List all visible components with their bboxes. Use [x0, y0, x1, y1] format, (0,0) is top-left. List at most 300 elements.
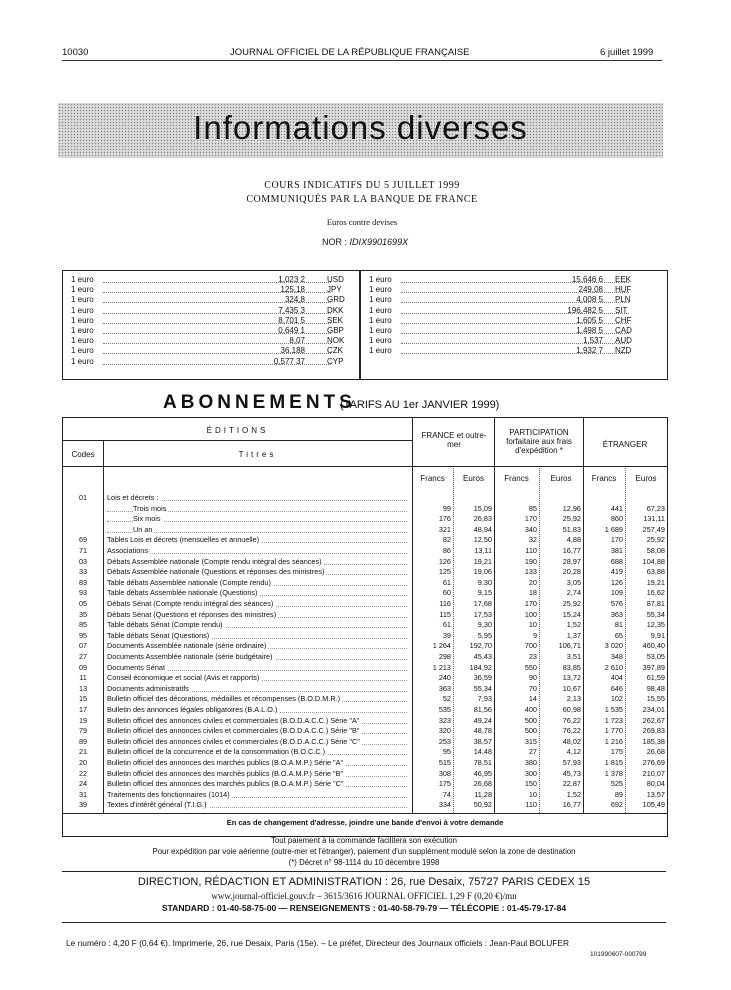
- row-title: Associations: [107, 546, 148, 555]
- table-row: [63, 801, 667, 810]
- abonnements-subtitle: (TARIFS AU 1er JANVIER 1999): [340, 399, 500, 411]
- rate-currency: HUF: [615, 285, 632, 295]
- row-value: 184,92: [469, 662, 492, 672]
- row-value: 334: [438, 800, 451, 810]
- rate-row: [63, 346, 359, 356]
- direction-title: DIRECTION, RÉDACTION ET ADMINISTRATION : 26, rue Desaix, 75727 PARIS CEDEX 15: [137, 876, 591, 888]
- table-row: [63, 611, 667, 620]
- row-value: 116: [439, 599, 451, 608]
- rate-label: 1 euro: [71, 346, 94, 356]
- row-value: 57,93: [562, 758, 581, 767]
- row-value: 150: [524, 779, 537, 789]
- table-row: [63, 642, 667, 651]
- row-value: 7,93: [477, 694, 492, 704]
- row-value: 126: [610, 577, 623, 587]
- row-code: 13: [78, 683, 88, 693]
- row-value: 441: [610, 503, 623, 513]
- row-value: 1 723: [604, 715, 623, 725]
- row-code: 93: [78, 588, 88, 598]
- rate-row: [361, 285, 667, 295]
- row-code: 22: [78, 768, 88, 778]
- row-value: 400: [524, 705, 537, 714]
- row-title: Textes d'intérêt général (T.I.G.): [107, 800, 207, 810]
- rate-value: 0,577 37: [273, 356, 305, 366]
- table-row: [63, 621, 667, 630]
- row-value: 500: [524, 715, 537, 725]
- row-value: 65: [614, 630, 623, 640]
- rates-left: [63, 275, 359, 379]
- row-value: 2 610: [604, 662, 623, 672]
- row-code: 05: [78, 599, 88, 608]
- row-value: 16,77: [562, 546, 581, 555]
- row-value: 106,71: [558, 641, 581, 651]
- row-value: 688: [610, 556, 623, 566]
- row-value: 3,51: [566, 652, 581, 661]
- row-value: 576: [610, 599, 623, 608]
- row-value: 27: [528, 747, 537, 757]
- row-value: 550: [524, 662, 537, 672]
- rate-currency: NZD: [615, 346, 632, 356]
- row-value: 19,21: [646, 577, 665, 587]
- row-value: 308: [438, 768, 451, 778]
- row-title: Conseil économique et social (Avis et rapports): [107, 673, 260, 683]
- table-row: [63, 568, 667, 577]
- row-value: 102: [610, 694, 623, 704]
- rate-row: [361, 306, 667, 316]
- header-euros: Euros: [635, 474, 657, 483]
- header-codes: Codes: [71, 450, 95, 459]
- row-value: 99: [442, 503, 451, 513]
- row-value: 515: [438, 758, 451, 767]
- table-row: [63, 727, 667, 736]
- row-value: 85: [528, 503, 537, 513]
- row-divider: [63, 466, 667, 467]
- rates-box: [62, 270, 668, 380]
- row-value: 39: [442, 630, 451, 640]
- row-value: 253: [438, 736, 451, 746]
- row-value: 646: [610, 683, 623, 693]
- row-value: 14: [528, 694, 537, 704]
- row-value: 210,07: [642, 768, 665, 778]
- rate-value: 4,008 5: [576, 295, 603, 305]
- row-value: 133: [524, 567, 537, 577]
- row-value: 48,02: [562, 736, 581, 746]
- row-value: 50,92: [473, 800, 492, 810]
- table-row: [63, 526, 667, 535]
- row-value: 190: [524, 556, 537, 566]
- row-value: 45,43: [473, 652, 492, 661]
- row-title: Bulletin officiel de la concurrence et de la consommation (B.O.C.C.): [107, 747, 326, 757]
- row-value: 90: [528, 673, 537, 683]
- row-value: 74: [442, 789, 451, 799]
- row-code: 20: [78, 758, 88, 767]
- header-editions: ÉDITIONS: [206, 426, 269, 435]
- rate-label: 1 euro: [369, 285, 392, 295]
- row-title: Documents Sénat: [107, 662, 166, 672]
- abonnements-title: ABONNEMENTS: [163, 392, 356, 413]
- row-title: Documents administratifs: [107, 683, 189, 693]
- row-value: 80,04: [646, 779, 665, 789]
- rate-currency: SEK: [327, 315, 344, 325]
- row-value: 257,49: [642, 524, 665, 534]
- row-value: 20: [528, 577, 537, 587]
- row-value: 18: [528, 588, 537, 598]
- header-titres: Titres: [238, 450, 277, 459]
- note-payment: Tout paiement à la commande facilitera son exécution: [271, 836, 457, 845]
- row-value: 17,68: [473, 599, 492, 608]
- note-air: Pour expédition par voie aérienne (outre-mer et l'étranger), paiement d'un supplément modulé selon la zone de destination: [152, 847, 576, 856]
- row-value: 86: [442, 546, 451, 555]
- direction-contacts: STANDARD : 01-40-58-75-00 — RENSEIGNEMENTS : 01-40-58-79-79 — TÉLÉCOPIE : 01-45-79-17-84: [161, 903, 567, 913]
- row-value: 269,83: [642, 726, 665, 736]
- row-value: 26,68: [473, 779, 492, 789]
- row-value: 83,85: [562, 662, 581, 672]
- row-title: Table débats Assemblée nationale (Questions): [107, 588, 258, 598]
- rate-currency: PLN: [615, 295, 631, 305]
- rate-value: 36,188: [280, 346, 305, 356]
- row-value: 63,88: [646, 567, 665, 577]
- row-value: 323: [438, 715, 451, 725]
- table-row: [63, 759, 667, 768]
- row-value: 98,48: [646, 683, 665, 693]
- cours-line3: Euros contre devises: [326, 217, 398, 227]
- table-row: [63, 505, 667, 514]
- rate-row: [63, 316, 359, 326]
- row-value: 32: [528, 535, 537, 545]
- row-title: Bulletin officiel des décorations, médailles et récompenses (B.O.D.M.R.): [107, 694, 341, 704]
- row-value: 10,67: [562, 683, 581, 693]
- rate-value: 1,498 5: [576, 326, 603, 335]
- row-title: Six mois: [133, 514, 161, 524]
- header-francs: Francs: [591, 474, 617, 483]
- row-divider: [63, 813, 667, 814]
- row-value: 1 216: [604, 736, 623, 746]
- row-value: 535: [438, 705, 451, 714]
- rate-value: 0,649 1: [278, 326, 305, 335]
- header-euros: Euros: [550, 474, 572, 483]
- rate-label: 1 euro: [369, 346, 392, 356]
- row-value: 860: [610, 514, 623, 524]
- rate-row: [63, 295, 359, 305]
- row-title: Documents Assemblée nationale (série ordinaire): [107, 641, 267, 651]
- row-title: Bulletin officiel des annonces civiles et commerciales (B.O.D.A.C.C.) Série "B": [107, 726, 360, 736]
- table-row: [63, 589, 667, 598]
- row-value: 9,91: [650, 630, 665, 640]
- row-value: 380: [524, 758, 537, 767]
- page-number: 10030: [62, 47, 89, 58]
- table-row: [63, 685, 667, 694]
- row-value: 10: [528, 620, 537, 630]
- row-value: 176: [438, 514, 451, 524]
- row-divider: [63, 440, 412, 441]
- table-row: [63, 494, 667, 503]
- rate-row: [63, 275, 359, 285]
- row-value: 12,96: [562, 503, 581, 513]
- row-value: 87,81: [646, 599, 665, 608]
- row-title: Débats Sénat (Compte rendu intégral des séances): [107, 599, 274, 608]
- row-code: 07: [78, 641, 88, 651]
- row-value: 19,06: [473, 567, 492, 577]
- row-value: 82: [442, 535, 451, 545]
- rate-row: [361, 295, 667, 305]
- row-value: 45,73: [562, 768, 581, 778]
- row-value: 175: [438, 779, 451, 789]
- row-value: 48,78: [473, 726, 492, 736]
- row-value: 320: [438, 726, 451, 736]
- row-value: 76,22: [562, 715, 581, 725]
- rate-currency: AUD: [615, 336, 632, 346]
- rate-currency: CYP: [327, 356, 344, 366]
- rate-row: [63, 306, 359, 316]
- row-code: 11: [79, 673, 87, 683]
- rate-label: 1 euro: [71, 326, 94, 335]
- row-code: 71: [78, 546, 88, 555]
- row-code: 79: [78, 726, 88, 736]
- row-value: 28,97: [562, 556, 581, 566]
- header-euros: Euros: [463, 474, 484, 483]
- row-value: 20,28: [562, 567, 581, 577]
- rate-currency: USD: [327, 275, 344, 284]
- row-code: 01: [78, 493, 88, 502]
- rate-label: 1 euro: [71, 305, 94, 315]
- rate-label: 1 euro: [369, 275, 392, 284]
- row-value: 19,21: [473, 556, 492, 566]
- row-value: 692: [610, 800, 623, 810]
- row-title: Tables Lois et décrets (mensuelles et annuelle): [107, 535, 260, 545]
- row-value: 170: [610, 535, 623, 545]
- rate-label: 1 euro: [71, 285, 94, 295]
- row-value: 70: [528, 683, 537, 693]
- row-value: 78,51: [473, 758, 492, 767]
- rate-value: 8,07: [289, 336, 305, 346]
- direction-web: www.journal-officiel.gouv.fr – 3615/3616 JOURNAL OFFICIEL 1,29 F (0,20 €)/mn: [211, 891, 517, 901]
- row-value: 397,89: [642, 662, 665, 672]
- table-row: [63, 717, 667, 726]
- rate-value: 125,18: [280, 285, 305, 295]
- row-value: 48,94: [473, 524, 492, 534]
- issue-date: 6 juillet 1999: [600, 47, 654, 58]
- row-value: 4,88: [566, 535, 581, 545]
- rate-value: 324,8: [284, 295, 305, 305]
- rate-row: [361, 316, 667, 326]
- row-code: 09: [78, 662, 88, 672]
- table-row: [63, 738, 667, 747]
- row-value: 1,52: [566, 620, 581, 630]
- row-value: 81,56: [473, 705, 492, 714]
- row-value: 9: [532, 630, 537, 640]
- row-value: 26,83: [473, 514, 492, 524]
- row-value: 321: [438, 524, 451, 534]
- row-value: 36,59: [473, 673, 492, 683]
- rate-label: 1 euro: [71, 275, 94, 284]
- rate-currency: GBP: [327, 326, 344, 335]
- row-value: 17,53: [473, 609, 492, 619]
- row-value: 16,77: [562, 800, 581, 810]
- row-value: 61,59: [646, 673, 665, 683]
- table-row: [63, 632, 667, 641]
- header-francs: Francs: [504, 474, 529, 483]
- section-banner: [58, 103, 663, 158]
- row-value: 126: [438, 556, 451, 566]
- row-value: 381: [610, 546, 623, 555]
- rate-row: [63, 285, 359, 295]
- rate-value: 1,023 2: [278, 275, 305, 284]
- cours-line2: COMMUNIQUÉS PAR LA BANQUE DE FRANCE: [246, 194, 478, 205]
- row-value: 5,95: [477, 630, 492, 640]
- row-value: 53,05: [646, 652, 665, 661]
- row-value: 95: [442, 747, 451, 757]
- row-value: 100: [524, 609, 537, 619]
- row-value: 1 689: [604, 524, 623, 534]
- row-value: 10: [528, 789, 537, 799]
- row-value: 234,01: [642, 705, 665, 714]
- row-value: 1 815: [604, 758, 623, 767]
- rate-currency: SIT: [615, 305, 628, 315]
- rate-currency: CHF: [615, 315, 632, 325]
- row-value: 76,22: [562, 726, 581, 736]
- row-code: 17: [78, 705, 88, 714]
- row-title: Documents Assemblée nationale (série budgétaire): [107, 652, 273, 661]
- row-value: 25,92: [646, 535, 665, 545]
- table-row: [63, 780, 667, 789]
- row-code: 33: [78, 567, 88, 577]
- note-change-address: En cas de changement d'adresse, joindre une bande d'envoi à votre demande: [226, 818, 504, 827]
- rate-value: 249,08: [578, 285, 603, 295]
- row-value: 2,74: [566, 588, 581, 598]
- table-row: [63, 770, 667, 779]
- row-value: 12,35: [646, 620, 665, 630]
- table-row: [63, 791, 667, 800]
- footer-line: Le numéro : 4,20 F (0,64 €). Imprimerie, 26, rue Desaix, Paris (15e). – Le préfet, Directeur des Journaux officiels : Jean-Paul BOLUFER: [66, 938, 570, 948]
- row-value: 300: [524, 768, 537, 778]
- row-value: 13,11: [474, 546, 492, 555]
- rate-value: 7,435 3: [278, 305, 305, 315]
- rate-value: 8,701 5: [278, 315, 305, 325]
- row-title: Bulletin officiel des annonces civiles et commerciales (B.O.D.A.C.C.) Série "C": [107, 736, 360, 746]
- row-value: 104,88: [642, 556, 665, 566]
- row-value: 404: [610, 673, 623, 683]
- table-row: [63, 664, 667, 673]
- row-value: 3,05: [566, 577, 581, 587]
- rate-label: 1 euro: [369, 326, 392, 335]
- row-value: 1 264: [432, 641, 451, 651]
- row-value: 60,98: [562, 705, 581, 714]
- row-value: 81: [614, 620, 623, 630]
- tarifs-table: [62, 417, 668, 837]
- header-france: FRANCE et outre-mer: [421, 431, 487, 449]
- rate-label: 1 euro: [71, 315, 94, 325]
- rate-currency: DKK: [327, 305, 344, 315]
- rate-value: 1,605 5: [576, 315, 603, 325]
- rate-value: 1,932 7: [576, 346, 603, 356]
- row-value: 60: [442, 588, 451, 598]
- rate-label: 1 euro: [71, 356, 94, 366]
- table-row: [63, 579, 667, 588]
- row-value: 89: [614, 789, 623, 799]
- row-value: 67,23: [646, 503, 665, 513]
- table-row: [63, 706, 667, 715]
- row-value: 58,08: [646, 546, 665, 555]
- row-code: 21: [78, 747, 88, 757]
- rate-currency: JPY: [327, 285, 342, 295]
- row-title: Débats Assemblée nationale (Compte rendu intégral des séances): [107, 556, 322, 566]
- row-value: 15,55: [646, 694, 665, 704]
- table-row: [63, 558, 667, 567]
- row-value: 46,95: [473, 768, 492, 778]
- row-value: 16,62: [646, 588, 665, 598]
- row-value: 110: [525, 800, 537, 810]
- row-title: Lois et décrets :: [107, 493, 159, 502]
- rate-label: 1 euro: [369, 315, 392, 325]
- row-value: 1,37: [566, 630, 581, 640]
- table-row: [63, 748, 667, 757]
- row-value: 1 535: [604, 705, 623, 714]
- row-code: 69: [78, 535, 88, 545]
- row-value: 192,70: [469, 641, 492, 651]
- row-value: 500: [524, 726, 537, 736]
- leader-dots: [107, 548, 407, 554]
- row-title: Débats Sénat (Questions et réponses des ministres): [107, 609, 277, 619]
- rate-value: 15,646 6: [571, 275, 603, 284]
- row-value: 262,67: [642, 715, 665, 725]
- rate-row: [63, 336, 359, 346]
- row-title: Traitements des fonctionnaires (1014): [107, 789, 230, 799]
- table-row: [63, 536, 667, 545]
- row-value: 525: [610, 779, 623, 789]
- row-value: 276,69: [642, 758, 665, 767]
- row-value: 363: [438, 683, 451, 693]
- row-value: 1 378: [604, 768, 623, 778]
- row-value: 1 213: [432, 662, 451, 672]
- row-value: 105,49: [642, 800, 665, 810]
- rate-row: [361, 326, 667, 336]
- row-value: 1,52: [566, 789, 581, 799]
- row-value: 115: [439, 609, 451, 619]
- rate-currency: NOK: [327, 336, 345, 346]
- row-code: 15: [78, 694, 88, 704]
- row-code: 31: [78, 789, 88, 799]
- row-value: 175: [610, 747, 623, 757]
- row-title: Bulletin des annonces légales obligatoires (B.A.L.O.): [107, 705, 278, 714]
- row-value: 55,34: [473, 683, 492, 693]
- row-value: 315: [524, 736, 537, 746]
- row-title: Trois mois: [133, 503, 167, 513]
- row-value: 38,57: [473, 736, 492, 746]
- rate-label: 1 euro: [369, 295, 392, 305]
- table-row: [63, 674, 667, 683]
- row-value: 25,92: [562, 599, 581, 608]
- rate-row: [361, 336, 667, 346]
- row-title: Débats Assemblée nationale (Questions et réponses des ministres): [107, 567, 325, 577]
- rate-currency: GRD: [327, 295, 345, 305]
- table-row: [63, 547, 667, 556]
- row-value: 23: [528, 652, 537, 661]
- table-row: [63, 600, 667, 609]
- row-code: 95: [78, 630, 88, 640]
- nor-line: [322, 237, 408, 247]
- row-value: 700: [524, 641, 537, 651]
- rate-value: 1,537: [582, 336, 603, 346]
- rate-row: [63, 357, 359, 367]
- row-value: 12,50: [473, 535, 492, 545]
- rate-label: 1 euro: [71, 336, 94, 346]
- row-value: 52: [442, 694, 451, 704]
- row-value: 61: [442, 620, 451, 630]
- row-value: 55,34: [646, 609, 665, 619]
- notes-block: [62, 834, 666, 867]
- row-value: 15,09: [473, 503, 492, 513]
- section-title: Informations diverses: [193, 109, 528, 146]
